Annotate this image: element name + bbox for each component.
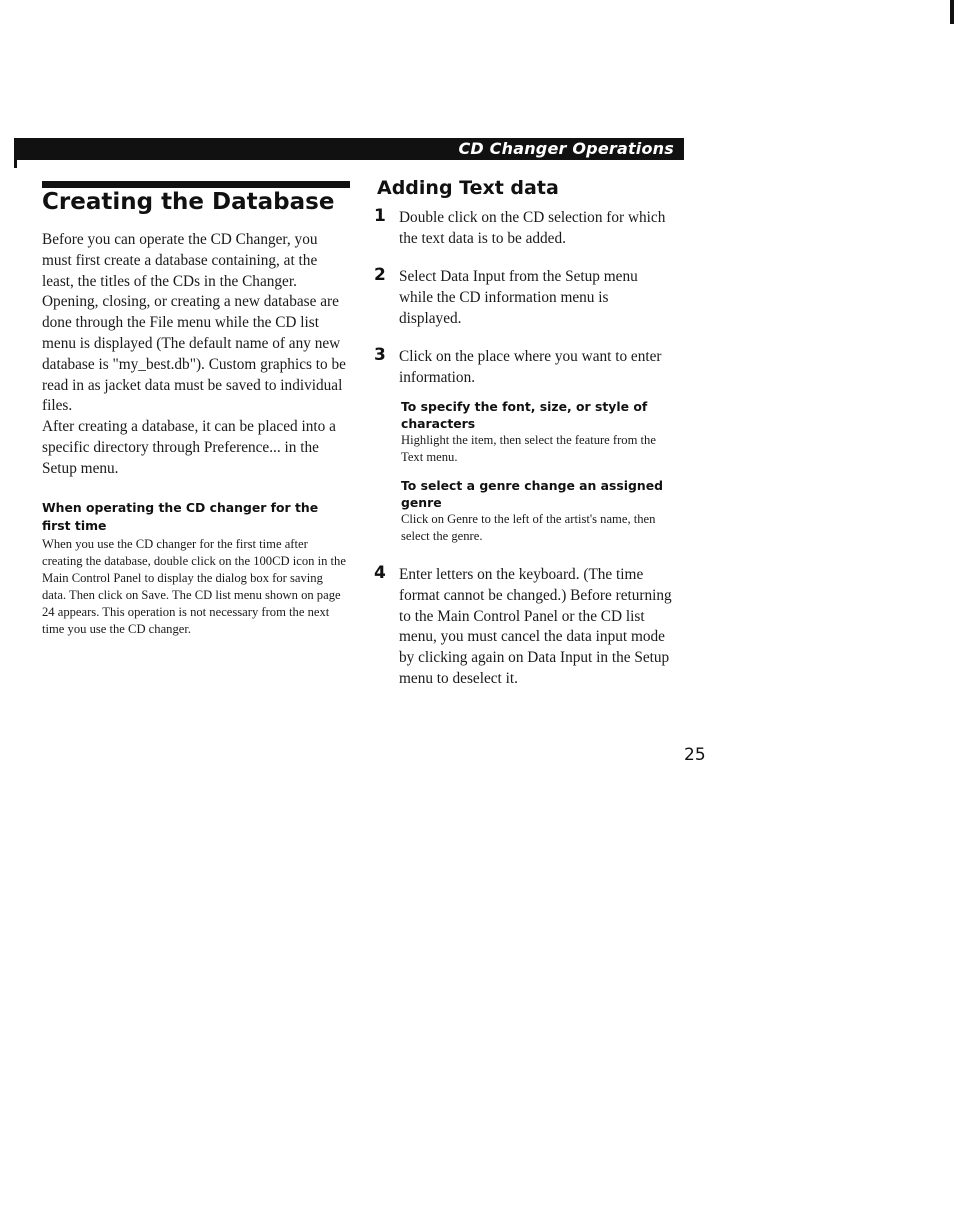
tip-genre: [401, 477, 681, 545]
step-text: Double click on the CD selection for which the text data is to be added.: [399, 209, 666, 247]
step-3: [374, 347, 674, 389]
tip-heading: To specify the font, size, or style of characters: [401, 399, 648, 431]
intro-paragraph: Before you can operate the CD Changer, you must first create a database containing, at the least, the titles of the CDs in the Changer. Opening, closing, or creating a new database are done through the File menu while the CD list menu is displayed (The default name of any new database is "my_best.db"). Custom graphics to be read in as jacket data must be saved to individual files.: [42, 231, 346, 415]
step-number: 2: [374, 265, 386, 285]
section-header-title: CD Changer Operations: [458, 139, 674, 158]
title-rule: [42, 181, 350, 188]
step-text: Click on the place where you want to enter information.: [399, 348, 662, 386]
tip-text: Click on Genre to the left of the artist's name, then select the genre.: [401, 512, 656, 543]
page-title: Creating the Database: [42, 189, 335, 215]
tip-text: Highlight the item, then select the feature from the Text menu.: [401, 433, 656, 464]
step-4: [374, 565, 674, 690]
step-text: Enter letters on the keyboard. (The time format cannot be changed.) Before returning to the Main Control Panel or the CD list menu, you must cancel the data input mode by clicking again on Data Input in the Setup menu to deselect it.: [399, 566, 672, 687]
adding-text-heading: Adding Text data: [377, 177, 559, 199]
tip-font-style: [401, 398, 681, 466]
step-2: [374, 267, 674, 329]
section-header-tick: [14, 138, 17, 168]
directory-paragraph: After creating a database, it can be placed into a specific directory through Preference... in the Setup menu.: [42, 418, 336, 477]
step-1: [374, 208, 674, 250]
step-text: Select Data Input from the Setup menu while the CD information menu is displayed.: [399, 268, 638, 327]
left-column: [42, 230, 348, 638]
step-number: 4: [374, 563, 386, 583]
tip-heading: To select a genre change an assigned genre: [401, 478, 663, 510]
section-header-bar: [14, 138, 684, 160]
first-time-text: When you use the CD changer for the first time after creating the database, double click on the 100CD icon in the Main Control Panel to display the dialog box for saving data. Then click on Save. The CD list menu shown on page 24 appears. This operation is not necessary from the next time you use the CD changer.: [42, 536, 346, 636]
step-number: 1: [374, 206, 386, 226]
page-number: 25: [684, 745, 706, 765]
page-edge-mark: [950, 0, 954, 24]
first-time-heading: When operating the CD changer for the first time: [42, 499, 319, 533]
step-number: 3: [374, 345, 386, 365]
